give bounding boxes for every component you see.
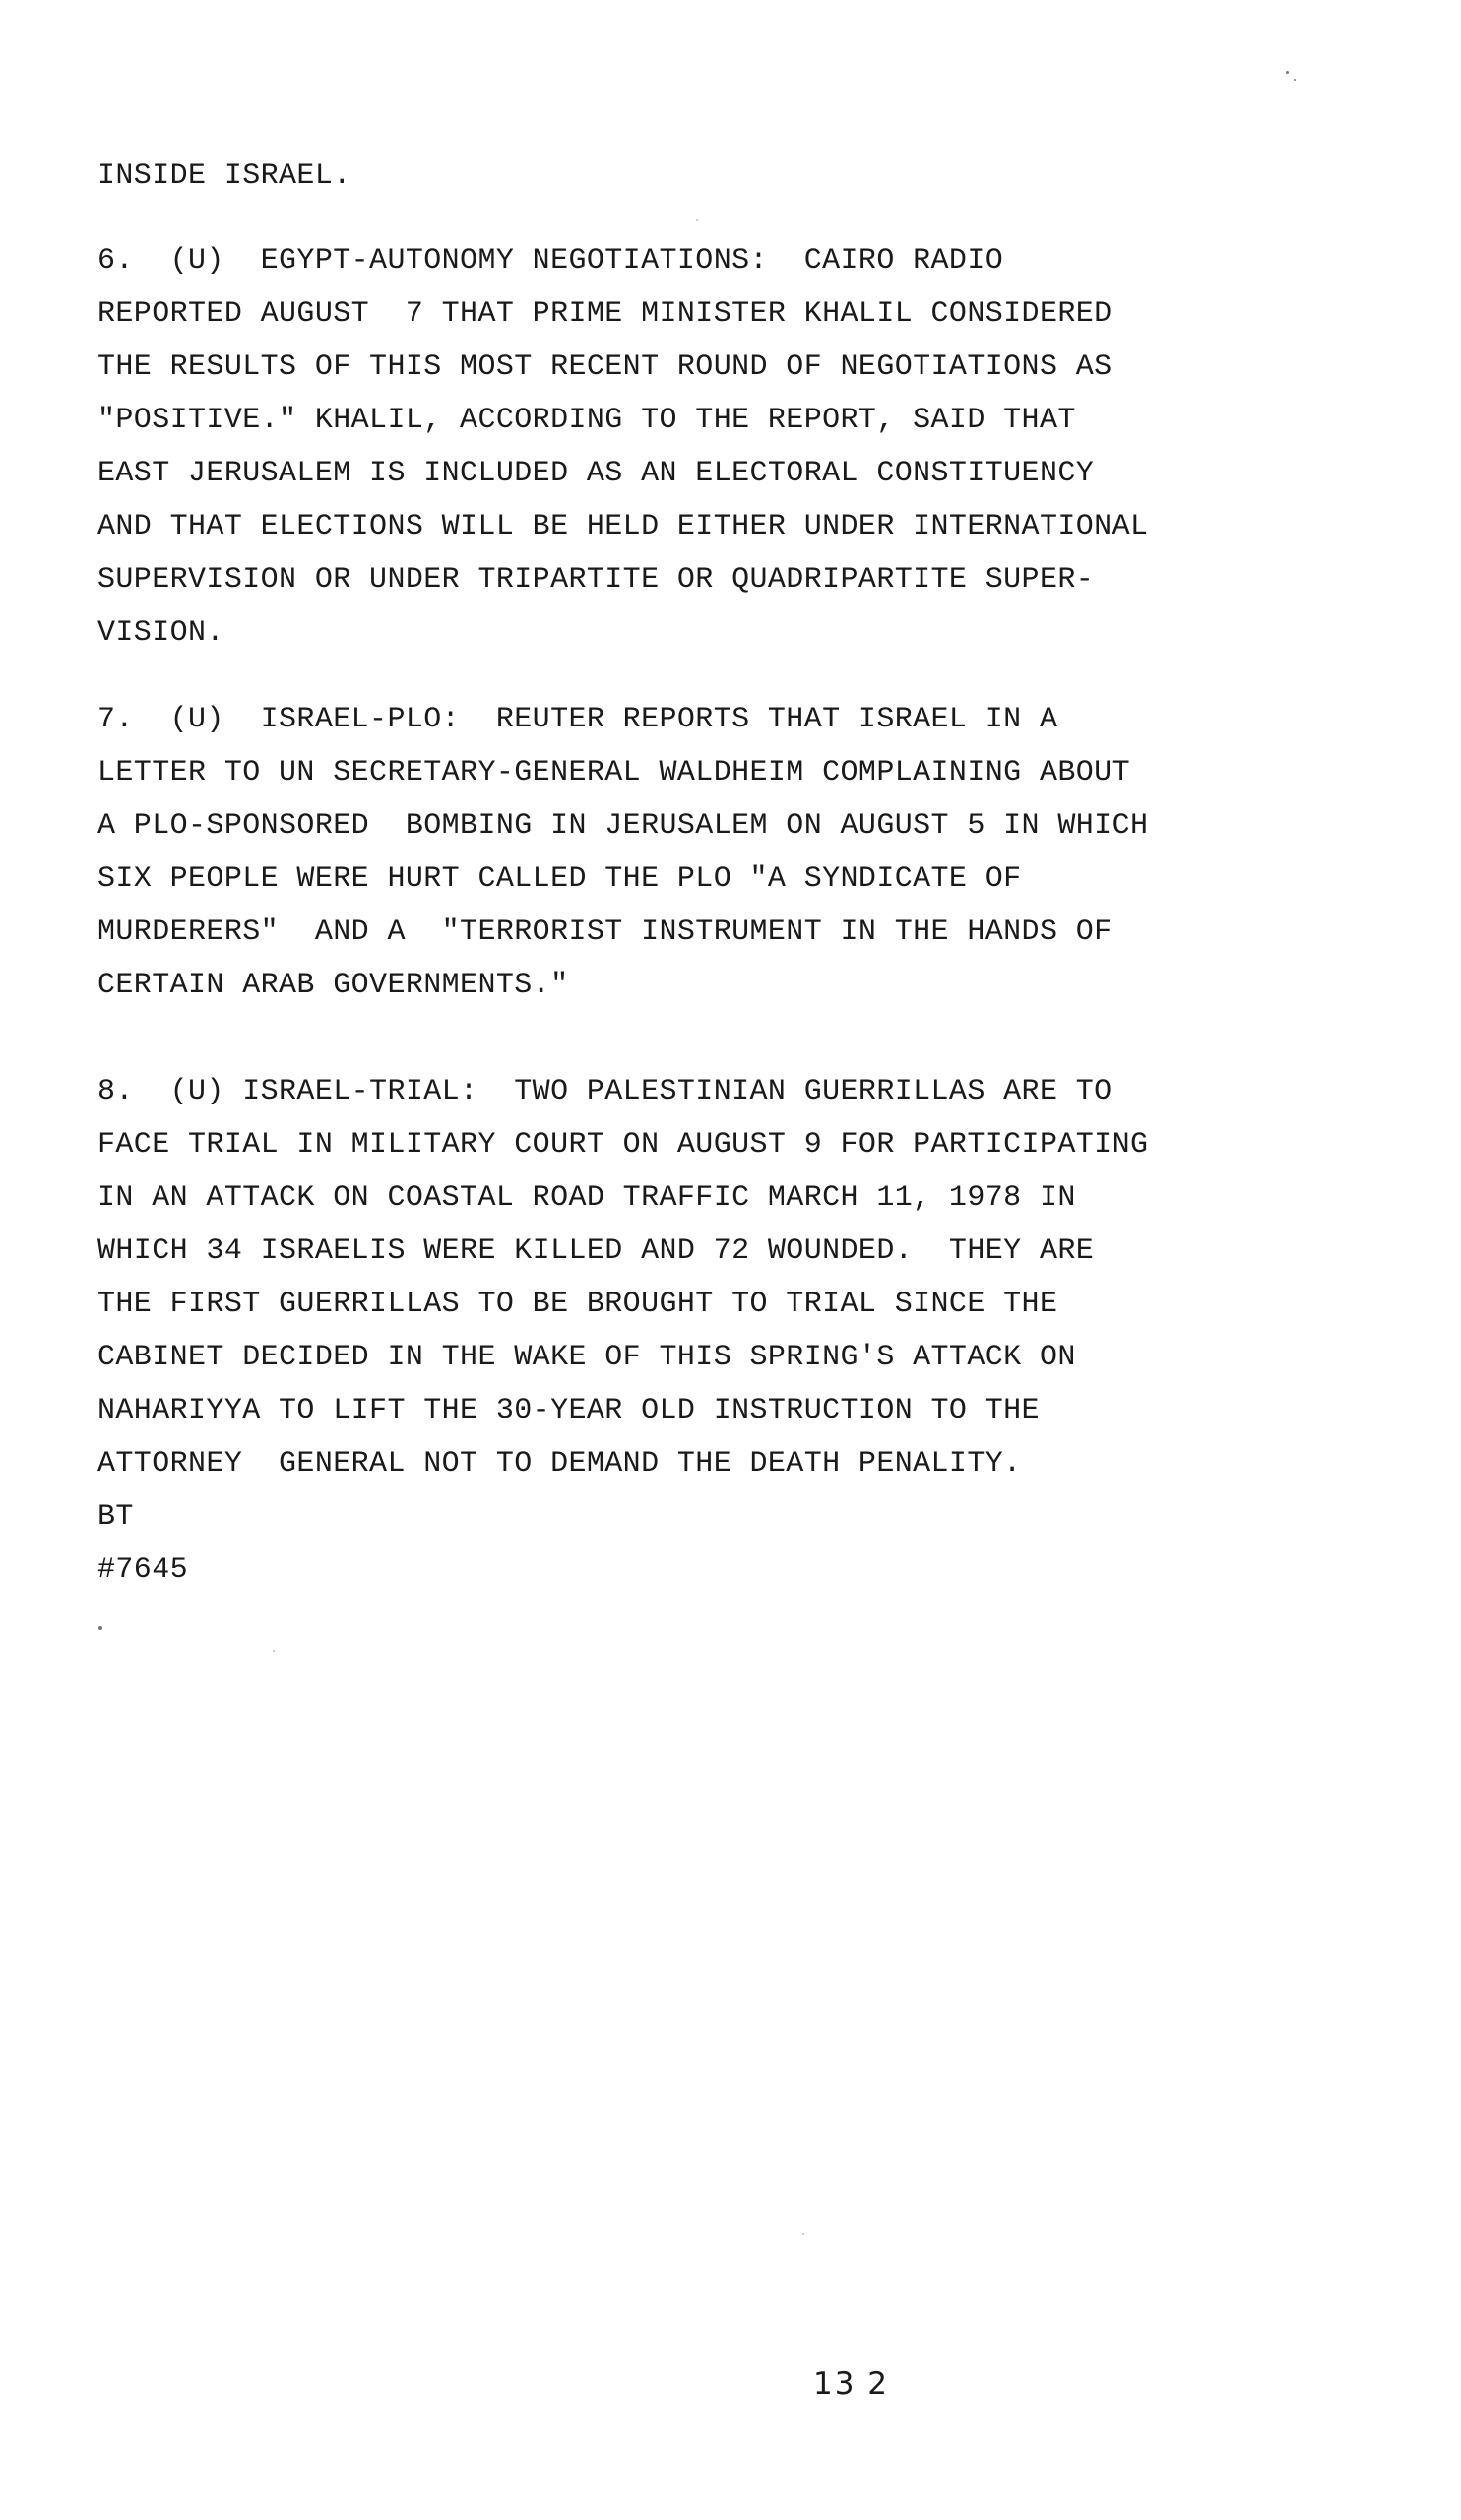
text-line: ATTORNEY GENERAL NOT TO DEMAND THE DEATH PENALITY. — [97, 1447, 1022, 1480]
text-line: A PLO-SPONSORED BOMBING IN JERUSALEM ON AUGUST 5 IN WHICH — [97, 809, 1149, 843]
text-line: "POSITIVE." KHALIL, ACCORDING TO THE REPORT, SAID THAT — [97, 404, 1076, 437]
message-number: #7645 — [97, 1553, 189, 1587]
scan-speck — [273, 1650, 275, 1652]
text-line: THE FIRST GUERRILLAS TO BE BROUGHT TO TRIAL SINCE THE — [97, 1288, 1058, 1321]
paragraph-8-heading-line: 8. (U) ISRAEL-TRIAL: TWO PALESTINIAN GUERRILLAS ARE TO — [97, 1075, 1112, 1108]
scan-speck — [98, 1626, 102, 1630]
text-line: VISION. — [97, 616, 224, 650]
text-line: EAST JERUSALEM IS INCLUDED AS AN ELECTORAL CONSTITUENCY — [97, 457, 1095, 490]
text-line: NAHARIYYA TO LIFT THE 30-YEAR OLD INSTRUCTION TO THE — [97, 1394, 1040, 1427]
scan-speck — [802, 2233, 804, 2235]
text-line: INSIDE ISRAEL. — [97, 159, 351, 193]
scan-speck — [696, 219, 698, 220]
text-line: FACE TRIAL IN MILITARY COURT ON AUGUST 9 FOR PARTICIPATING — [97, 1128, 1149, 1162]
text-line: WHICH 34 ISRAELIS WERE KILLED AND 72 WOUNDED. THEY ARE — [97, 1234, 1095, 1268]
text-line: SIX PEOPLE WERE HURT CALLED THE PLO "A SYNDICATE OF — [97, 862, 1022, 896]
text-line: LETTER TO UN SECRETARY-GENERAL WALDHEIM COMPLAINING ABOUT — [97, 756, 1130, 789]
text-line: SUPERVISION OR UNDER TRIPARTITE OR QUADRIPARTITE SUPER- — [97, 563, 1095, 597]
paragraph-6-heading-line: 6. (U) EGYPT-AUTONOMY NEGOTIATIONS: CAIRO RADIO — [97, 244, 1004, 278]
scan-speck — [1286, 71, 1289, 74]
text-line: IN AN ATTACK ON COASTAL ROAD TRAFFIC MARCH 11, 1978 IN — [97, 1181, 1076, 1215]
page-number: 13 2 — [813, 2366, 890, 2402]
text-line: THE RESULTS OF THIS MOST RECENT ROUND OF NEGOTIATIONS AS — [97, 350, 1112, 384]
paragraph-7-heading-line: 7. (U) ISRAEL-PLO: REUTER REPORTS THAT ISRAEL IN A — [97, 703, 1058, 736]
text-line: AND THAT ELECTIONS WILL BE HELD EITHER UNDER INTERNATIONAL — [97, 510, 1149, 543]
text-line: CERTAIN ARAB GOVERNMENTS." — [97, 969, 569, 1002]
text-line: CABINET DECIDED IN THE WAKE OF THIS SPRING'S ATTACK ON — [97, 1341, 1076, 1374]
scan-speck — [1294, 79, 1296, 81]
text-line: REPORTED AUGUST 7 THAT PRIME MINISTER KHALIL CONSIDERED — [97, 297, 1112, 331]
text-line: MURDERERS" AND A "TERRORIST INSTRUMENT IN THE HANDS OF — [97, 915, 1112, 949]
break-marker: BT — [97, 1500, 134, 1534]
